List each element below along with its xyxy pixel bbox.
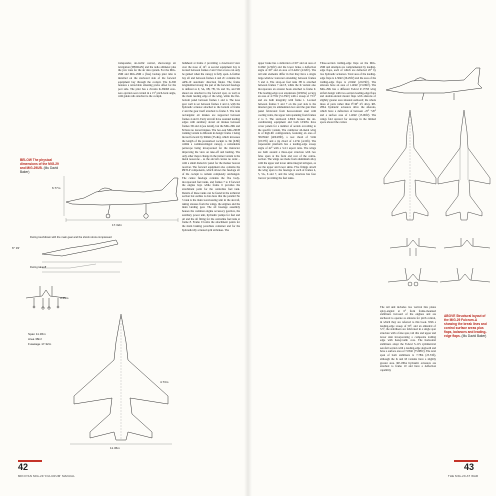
touchdown-label: During touchdown with the main gear and the shock struts compressed <box>30 236 112 239</box>
right-rear-view-1 <box>386 266 440 296</box>
height-label: 6.77m <box>52 186 61 190</box>
body-text: upper brake has a deflection of 60° and an area of 0.43m² (4.59ft²) and the lower brake a deflection angle of 60° and an area of 0.42m² (4.52ft²). The tail unit elements differ in that they have a single large-window louvered extending between frames 3 and 4. The strap-on fuel tank 3B is attached between frames 7 and 8, while the K variant also incorporates an arrester hook attached to frame 9. The leading-edge root extensions (LERXs) occupy an area of 4.77m² (51.35ft²) with a sweep of 73.5° and are built integrally with frame 1. Located between frames 5 and 7 on the port side is the internal gun; its ammunition box and the gun blast panel fabricated from heat-resistant steel with cooling vents, the upper vein spanning from frames 2 to 3. The starboard LERX houses the air-conditioning equipment and both LERXs have cover panels for a number of aerials according to the specific variant. The cantilever all-metal wing is of high-lift configuration, featuring an area of 38.056m² (409.28ft²), a root chord of 5.6m (18.37ft) and a tip chord of 1.27m (4.16ft). The trapezoidal planform has a leading-edge sweep angle of 42° with a 3.4:1 aspect ratio. The wings are built around a three-spar structure with two false spars at the front and rear of the centre-section. The wings are made from aluminium alloy with the upper and lower skins integral stringers, as are the upper and lower skins. Five fittings attach the wing spars to the fuselage at each of frames 4, 5, 5A, 6 and 7, and the wing structure has four 'nerves' providing the fuel tanks. <box>258 62 316 180</box>
plan-dim-label: 4.73m <box>160 380 169 384</box>
right-rear-view-2 <box>438 266 492 296</box>
caption-credit: (Mu David Baker) <box>20 166 59 174</box>
body-text: bulkhead at frame 2 providing a downward view over the nose of 14°. A second equipment bay is located between frames 2 and 3 but access can only be gained when the canopy is fully open. A further bay aft and between frames 4 and 2C contains the APK-10 automatic direction finder. The frame longitudinal strong: the part of the forward fuselage is defined as 0, 5A, 6B, 7B, 5G and 3G, and 9D ahead are attached to the forward spar, as well as the main leading edge of the wing, while the flat-bottom panel between frames 1 and 4. The nose gear well is set between frames 2 and 4, with the hydraulic actuator attached to the bottom of frame 2 and the gear itself attached to frame 3. The twin rectangular air intakes are supported between frames 4 and 6. Early aircraft have rounded leading edges with auxiliary dorsal air intakes between frames 3D and 4 (see detail), but the MiG-29K and M have no dorsal intakes. The two-seat MiG-29UB training variant is different in design: frame 1 being moved forward by 90mm (35.4in), which increases the length of the pressurised cockpit to 3m (9.8ft) within a common-hinged canopy, a remarkable periscope being incorporated for the instructor improving the view on take-off and landing. The only other major change in the trainer variant is the metal nosecone – as the aircraft carries no radar – with a small dielectric panel for the marker beacon receiver. The forward equipment also contains the PRTI-P components, which allows the fuselage aft of the cockpit to remain completely unchanged. The centre fuselage contains the five body-incorporated fuel tanks, and frames 7 to 0 forward the engine bays while frame 6 provides the attachment point for the centreline fuel tank. Details of these tanks can be found in the technical section but outline is data here that the parallel No 3 tank is the main load-bearing unit in the aircraft, taking stresses from the wings, the engines and the main landing gear. The aft fuselage assembly houses the common engine accessory gearbox, the auxiliary power unit, hydraulic pumps for fuel and oil and the aft fitting for the centreline fuel tank at frame 8. Frame 9 forms the attachment points for the main braking parachute container and for the hydraulically actuated split airbrakes. The <box>182 62 240 232</box>
running-head: THE MIG-29 AT WAR <box>448 474 479 478</box>
caption-credit: (Mu David Baker) <box>461 334 487 338</box>
right-front-view-1 <box>388 236 438 260</box>
plan-data-table: Span 11.36m Area 38m² Fuselage 17.32m <box>28 332 52 346</box>
caption-label: BELOW The physical dimensions of the MiG-29 and MiG-29UB. <box>20 158 59 170</box>
body-text: Three-section trailing-edge flaps on the MiG-29M and uttempts are complemented by leading-edge flaps, each of which are deflected 20° by two hydraulic actuators. Total area of the leading-edge flaps is 4.30m² (26.29ft²) and the area of the trailing-edge flaps is 2.04m² (22.03ft²). The ailerons have an area of 1.40m² (15.06ft²). The MiG-29K has a different TsAGI P-177M wing airfoil design with two-section leading-edge flaps and double-slotted mount flaps with ailerons of slightly greater area situated outboard; the whole mass of parts rather than 0°/40° 4½ alloy. RP-280A hydraulic actuators drive the ailerons, which have a deflection of between -25° +20° and a surface area of 1.40m² (15.06ft²). The wings fold upward for stowage in the limited space aboard the carrier. <box>320 62 376 125</box>
right-plan-view-lower <box>434 108 494 228</box>
right-plan-view-upper <box>380 108 440 228</box>
plan-view-drawing <box>66 312 176 446</box>
width-label: 3.45m <box>60 296 69 300</box>
caption-label: ABOVE Structural layout of the MiG-29 Fulcrum-A showing the break lines and control surface areas plus flaps, balances and leading-edge flaps. <box>444 314 487 338</box>
left-caption <box>20 158 62 174</box>
page-number: 42 <box>18 462 29 472</box>
left-text-column-2 <box>182 62 240 458</box>
right-text-column-3 <box>380 306 436 458</box>
body-text: The tail unit includes two vertical fins plates splay-angled at 6° from frame-mounted stabilisers in-board of the engines and are anchored to operate as ailerons for pitch control, in which they are referred to this book. With a leading-edge sweep of 50°, and an anhedral of 3.5°, the stabilisers are fabricated in a single spar structure with a false spar, tail ribs and upper and lower skin incorporating a composite trailing edge with honeycomb core. The horizontal stabilisers adopt the TsAGI S-11S symmetrical aerofoil section with a leading-edge dogtooth and have a surface area of 7.05m² (75.88ft²). The total span of both stabilisers is 7.78m (25.53ft), although the K and M variants have a slightly greater area. RP-180A hydraulic actuators are attached to frame 10 and have a deflection capability <box>380 306 436 372</box>
takeoff-label: During takeoff <box>30 266 47 269</box>
right-side-profile <box>384 66 484 104</box>
span-label: 11.36m <box>110 446 120 450</box>
side-elevation-drawing <box>62 168 182 226</box>
page-number: 43 <box>464 462 475 472</box>
angle-label: 6° 33' <box>12 246 20 250</box>
left-text-column-1 <box>118 62 176 120</box>
length-label: 17.32m <box>112 223 123 227</box>
right-caption <box>444 314 488 338</box>
right-page <box>248 0 496 496</box>
running-head: MIKOYAN MIG-29 'FULCRUM' MANUAL <box>18 474 75 478</box>
right-front-view-2 <box>442 236 492 260</box>
right-text-column-1 <box>258 62 316 458</box>
body-text: transponder, air-traffic control, short-range air navigation (SHORAN) and the radio altimeter plus the yaw vane for the air data system. For the MiG-29M and MiG-29M a (free) backup pitot tube is installed on the starboard side of the forward equipment bay through the cockpit. The K-360 features a retractable situating probe offset for the port side. The pilot has a Zvezda K-36DM zero-zero ejection seat carried in a 15° pitch-back angle, with guide rails attached to the cockpit. <box>118 62 176 99</box>
right-text-column-2 <box>320 62 376 458</box>
